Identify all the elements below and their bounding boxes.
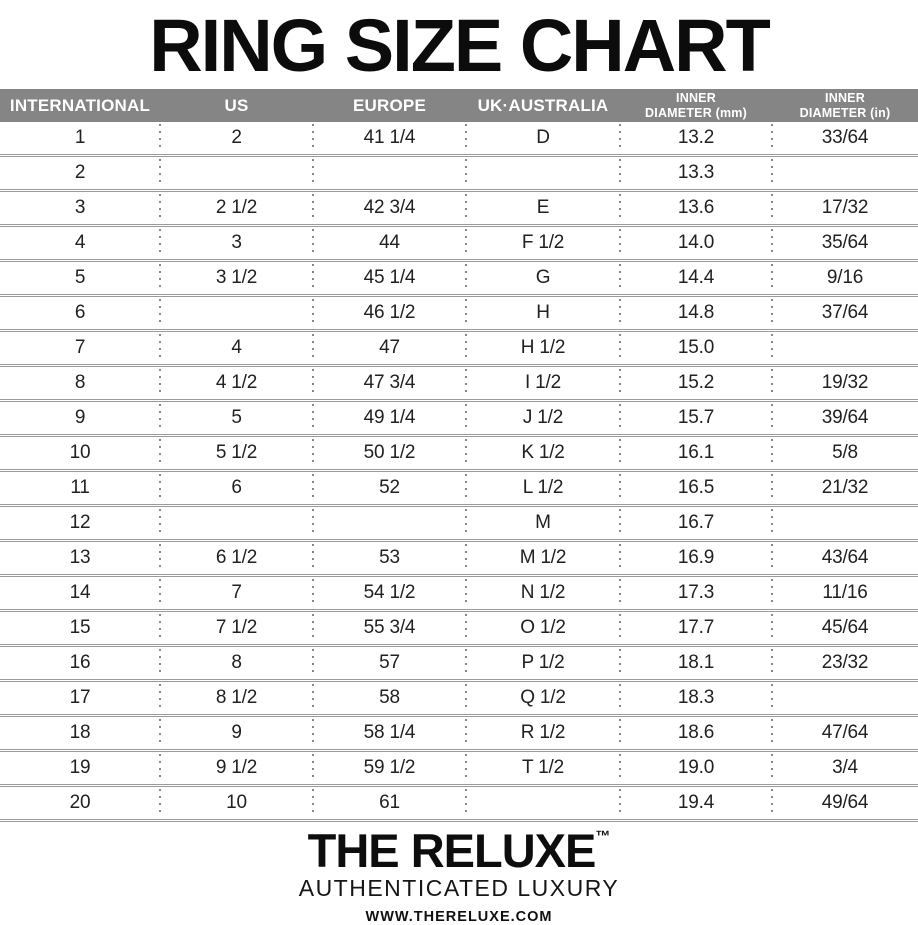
- cell-uk-australia: F 1/2: [466, 227, 620, 259]
- cell-inner-diameter-mm: 13.2: [620, 122, 772, 154]
- cell-uk-australia: P 1/2: [466, 647, 620, 679]
- cell-inner-diameter-mm: 18.1: [620, 647, 772, 679]
- cell-uk-australia: I 1/2: [466, 367, 620, 399]
- cell-international: 11: [70, 477, 90, 498]
- cell-uk-australia: L 1/2: [466, 472, 620, 504]
- cell-inner-diameter-in: 17/32: [772, 192, 918, 224]
- cell-inner-diameter-mm: 18.6: [620, 717, 772, 749]
- cell-us: 2 1/2: [160, 192, 313, 224]
- cell-inner-diameter-in: 11/16: [772, 577, 918, 609]
- cell-international: 13: [69, 547, 91, 568]
- cell-inner-diameter-mm: 16.1: [620, 437, 772, 469]
- cell-us: 6 1/2: [160, 542, 313, 574]
- cell-inner-diameter-mm: 13.3: [620, 157, 772, 189]
- cell-us: 9: [160, 717, 313, 749]
- cell-us: 6: [160, 472, 313, 504]
- cell-uk-australia: [466, 787, 620, 819]
- cell-europe: 49 1/4: [313, 402, 466, 434]
- cell-us: 3 1/2: [160, 262, 313, 294]
- cell-inner-diameter-in: 21/32: [772, 472, 918, 504]
- brand-name: THE RELUXE: [307, 824, 596, 877]
- cell-us: 3: [160, 227, 313, 259]
- table-row: [0, 122, 918, 157]
- cell-international: 2: [74, 162, 86, 183]
- cell-international: 1: [74, 127, 86, 148]
- cell-inner-diameter-mm: 16.5: [620, 472, 772, 504]
- cell-uk-australia: E: [466, 192, 620, 224]
- table-row: [0, 332, 918, 367]
- cell-inner-diameter-mm: 17.7: [620, 612, 772, 644]
- table-row: [0, 507, 918, 542]
- cell-inner-diameter-mm: 17.3: [620, 577, 772, 609]
- cell-europe: 58 1/4: [313, 717, 466, 749]
- cell-europe: 58: [313, 682, 466, 714]
- table-row: [0, 402, 918, 437]
- table-row: [0, 262, 918, 297]
- cell-inner-diameter-in: 23/32: [772, 647, 918, 679]
- ring-size-table: [0, 89, 918, 822]
- table-row: [0, 157, 918, 192]
- cell-inner-diameter-mm: 16.7: [620, 507, 772, 539]
- column-header-inner-diameter-mm: INNER DIAMETER (mm): [645, 91, 747, 120]
- cell-us: [160, 507, 313, 539]
- table-row: [0, 542, 918, 577]
- cell-inner-diameter-mm: 19.0: [620, 752, 772, 784]
- cell-inner-diameter-mm: 18.3: [620, 682, 772, 714]
- cell-europe: 57: [313, 647, 466, 679]
- table-row: [0, 297, 918, 332]
- column-header-uk-australia: UK·AUSTRALIA: [477, 95, 609, 115]
- cell-us: 5 1/2: [160, 437, 313, 469]
- table-row: [0, 752, 918, 787]
- cell-inner-diameter-mm: 16.9: [620, 542, 772, 574]
- cell-international: 16: [69, 652, 91, 673]
- cell-international: 5: [74, 267, 86, 288]
- cell-international: 10: [69, 442, 91, 463]
- cell-international: 19: [69, 757, 91, 778]
- cell-inner-diameter-mm: 19.4: [620, 787, 772, 819]
- cell-europe: 59 1/2: [313, 752, 466, 784]
- cell-international: 17: [69, 687, 91, 708]
- cell-inner-diameter-in: 35/64: [772, 227, 918, 259]
- cell-europe: 44: [313, 227, 466, 259]
- cell-inner-diameter-in: 49/64: [772, 787, 918, 819]
- cell-us: 4: [160, 332, 313, 364]
- cell-us: [160, 297, 313, 329]
- brand-website: WWW.THERELUXE.COM: [365, 909, 553, 925]
- cell-inner-diameter-mm: 14.4: [620, 262, 772, 294]
- cell-uk-australia: R 1/2: [466, 717, 620, 749]
- cell-international: 18: [69, 722, 91, 743]
- cell-international: 7: [74, 337, 86, 358]
- cell-inner-diameter-mm: 15.0: [620, 332, 772, 364]
- cell-international: 9: [74, 407, 86, 428]
- cell-inner-diameter-in: 9/16: [772, 262, 918, 294]
- cell-europe: [313, 157, 466, 189]
- footer: [0, 822, 918, 925]
- cell-europe: 47: [313, 332, 466, 364]
- table-row: [0, 612, 918, 647]
- cell-us: 8: [160, 647, 313, 679]
- table-body: [0, 122, 918, 822]
- cell-us: 5: [160, 402, 313, 434]
- table-row: [0, 192, 918, 227]
- cell-inner-diameter-in: [772, 682, 918, 714]
- cell-international: 20: [69, 792, 91, 813]
- cell-us: 7 1/2: [160, 612, 313, 644]
- table-row: [0, 717, 918, 752]
- table-row: [0, 227, 918, 262]
- cell-uk-australia: K 1/2: [466, 437, 620, 469]
- cell-europe: 61: [313, 787, 466, 819]
- cell-us: 9 1/2: [160, 752, 313, 784]
- cell-international: 4: [74, 232, 86, 253]
- cell-inner-diameter-mm: 15.2: [620, 367, 772, 399]
- cell-uk-australia: N 1/2: [466, 577, 620, 609]
- cell-us: 4 1/2: [160, 367, 313, 399]
- cell-international: 8: [74, 372, 86, 393]
- cell-uk-australia: G: [466, 262, 620, 294]
- cell-uk-australia: T 1/2: [466, 752, 620, 784]
- table-row: [0, 647, 918, 682]
- cell-europe: 45 1/4: [313, 262, 466, 294]
- cell-inner-diameter-mm: 14.8: [620, 297, 772, 329]
- cell-uk-australia: J 1/2: [466, 402, 620, 434]
- cell-inner-diameter-in: 47/64: [772, 717, 918, 749]
- column-header-international: INTERNATIONAL: [9, 95, 151, 115]
- cell-europe: [313, 507, 466, 539]
- cell-inner-diameter-in: 5/8: [772, 437, 918, 469]
- table-row: [0, 787, 918, 822]
- cell-inner-diameter-in: 37/64: [772, 297, 918, 329]
- table-row: [0, 682, 918, 717]
- cell-uk-australia: H: [466, 297, 620, 329]
- cell-uk-australia: M: [466, 507, 620, 539]
- cell-uk-australia: O 1/2: [466, 612, 620, 644]
- cell-europe: 50 1/2: [313, 437, 466, 469]
- cell-inner-diameter-in: [772, 332, 918, 364]
- cell-inner-diameter-mm: 14.0: [620, 227, 772, 259]
- cell-europe: 54 1/2: [313, 577, 466, 609]
- cell-us: 10: [160, 787, 313, 819]
- cell-international: 6: [74, 302, 86, 323]
- cell-us: 8 1/2: [160, 682, 313, 714]
- cell-inner-diameter-mm: 15.7: [620, 402, 772, 434]
- column-header-us: US: [224, 95, 249, 115]
- column-header-inner-diameter-in: INNER DIAMETER (in): [799, 91, 891, 120]
- table-row: [0, 472, 918, 507]
- cell-uk-australia: M 1/2: [466, 542, 620, 574]
- table-row: [0, 367, 918, 402]
- cell-inner-diameter-in: [772, 157, 918, 189]
- cell-europe: 41 1/4: [313, 122, 466, 154]
- cell-international: 3: [74, 197, 86, 218]
- cell-us: [160, 157, 313, 189]
- cell-international: 15: [69, 617, 91, 638]
- brand-logo: [0, 824, 918, 877]
- cell-us: 7: [160, 577, 313, 609]
- cell-inner-diameter-in: 3/4: [772, 752, 918, 784]
- column-header-europe: EUROPE: [353, 95, 426, 115]
- table-row: [0, 577, 918, 612]
- cell-inner-diameter-mm: 13.6: [620, 192, 772, 224]
- cell-europe: 46 1/2: [313, 297, 466, 329]
- trademark-symbol: ™: [595, 828, 611, 845]
- table-row: [0, 437, 918, 472]
- cell-uk-australia: H 1/2: [466, 332, 620, 364]
- cell-uk-australia: D: [466, 122, 620, 154]
- page-title: RING SIZE CHART: [149, 4, 769, 87]
- brand-tagline: AUTHENTICATED LUXURY: [298, 875, 620, 901]
- cell-uk-australia: [466, 157, 620, 189]
- cell-uk-australia: Q 1/2: [466, 682, 620, 714]
- cell-europe: 42 3/4: [313, 192, 466, 224]
- table-header-row: [0, 89, 918, 122]
- cell-inner-diameter-in: 39/64: [772, 402, 918, 434]
- cell-international: 14: [69, 582, 91, 603]
- cell-europe: 55 3/4: [313, 612, 466, 644]
- cell-europe: 52: [313, 472, 466, 504]
- cell-inner-diameter-in: 43/64: [772, 542, 918, 574]
- cell-europe: 53: [313, 542, 466, 574]
- cell-inner-diameter-in: 45/64: [772, 612, 918, 644]
- cell-international: 12: [69, 512, 91, 533]
- cell-inner-diameter-in: [772, 507, 918, 539]
- cell-us: 2: [160, 122, 313, 154]
- cell-inner-diameter-in: 33/64: [772, 122, 918, 154]
- cell-europe: 47 3/4: [313, 367, 466, 399]
- cell-inner-diameter-in: 19/32: [772, 367, 918, 399]
